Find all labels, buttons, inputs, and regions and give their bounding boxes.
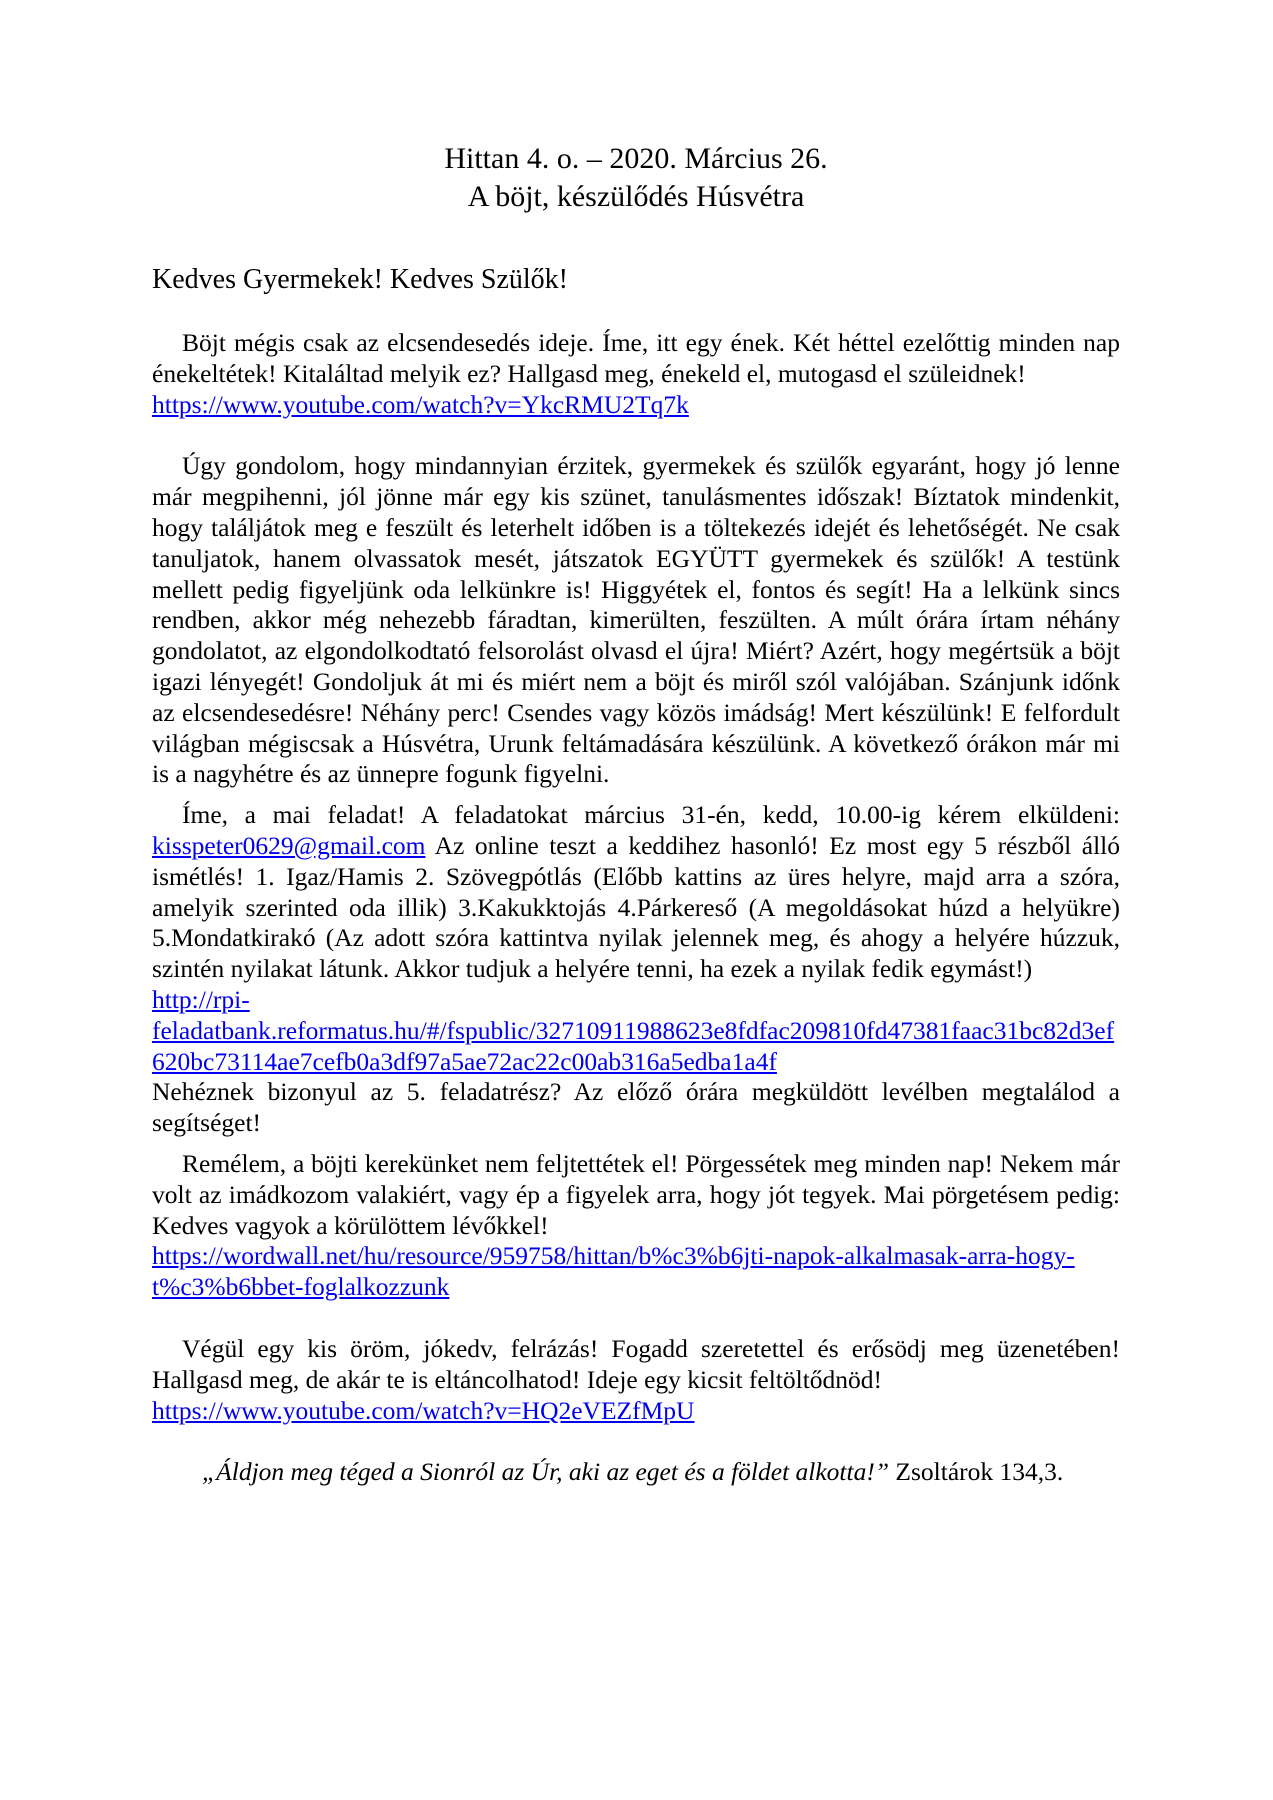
greeting-line: Kedves Gyermekek! Kedves Szülők! [152,264,568,295]
paragraph-3-text [152,800,1120,985]
paragraph-3-help-text: Nehéznek bizonyul az 5. feladatrész? Az előző órára megküldött levélben megtalálod a segítséget! [152,1077,1120,1138]
rpi-link-segment-3: 620bc73114ae7cefb0a3df97a5ae72ac22c00ab316a5edba1a4f [152,1046,777,1076]
task-intro-text: Íme, a mai feladat! A feladatokat március 31-én, kedd, 10.00-ig kérem elküldeni: [182,800,1120,830]
paragraph-block-3 [152,800,1120,1139]
wordwall-wheel-link[interactable] [152,1241,1120,1303]
task-description-text: Az online teszt a keddihez hasonló! Ez most egy 5 részből álló ismétlés! 1. Igaz/Hamis 2. Szövegpótlás (Előbb kattins az üres helyre, majd arra a szóra, amelyik szerinted oda illik) 3.Kakukktojás 4.Párkereső (A megoldásokat húzd a helyükre) 5.Mondatkirakó (Az adott szóra kattintva nyilak jelennek meg, és ahogy a helyére húzzuk, szintén nyilakat látunk. Akkor tudjuk a helyére tenni, ha ezek a nyilak fedik egymást!) [152,830,1120,984]
title-line-2: A böjt, készülődés Húsvétra [467,180,805,213]
wordwall-link-segment-2: t%c3%b6bbet-foglalkozzunk [152,1272,450,1302]
document-title [152,140,1120,216]
paragraph-block-4 [152,1149,1120,1303]
paragraph-block-1 [152,328,1120,420]
paragraph-block-2 [152,451,1120,790]
title-line-1: Hittan 4. o. – 2020. Március 26. [444,142,828,175]
bible-quote [152,1457,1120,1488]
rpi-link-segment-1: http://rpi- [152,984,250,1014]
rpi-feladatbank-link[interactable] [152,985,1120,1077]
paragraph-2-text: Úgy gondolom, hogy mindannyian érzitek, gyermekek és szülők egyaránt, hogy jó lenne már megpihenni, jól jönne már egy kis szünet, tanulásmentes időszak! Bíztatok mindenkit, hogy találjátok meg e feszült és leterhelt időben is a töltekezés idejét és lehetőségét. Ne csak tanuljatok, hanem olvassatok mesét, játszatok EGYÜTT gyermekek és szülők! A testünk mellett pedig figyeljünk oda lelkünkre is! Higgyétek el, fontos és segít! Ha a lelkünk sincs rendben, akkor még nehezebb fáradtan, kimerülten, feszülten. A múlt órára írtam néhány gondolatot, az elgondolkodtató felsorolást olvasd el újra! Miért? Azért, hogy megértsük a böjt igazi lényegét! Gondoljuk át mi és miért nem a böjt és miről szól valójában. Szánjunk időnk az elcsendesedésre! Néhány perc! Csendes vagy közös imádság! Mert készülünk! E felfordult világban mégiscsak a Húsvétra, Urunk feltámadására készülünk. A következő órákon már mi is a nagyhétre és az ünnepre fogunk figyelni. [152,451,1120,789]
youtube-song-link[interactable]: https://www.youtube.com/watch?v=YkcRMU2Tq7k [152,389,689,419]
rpi-link-segment-2: feladatbank.reformatus.hu/#/fspublic/32710911988623e8fdfac209810fd47381faac31bc82d3ef [152,1015,1115,1045]
wordwall-link-segment-1: https://wordwall.net/hu/resource/959758/hittan/b%c3%b6jti-napok-alkalmasak-arra-hogy- [152,1241,1075,1271]
document-page [152,140,1120,1488]
quote-attribution: Zsoltárok 134,3. [889,1457,1064,1487]
paragraph-1-text: Böjt mégis csak az elcsendesedés ideje. Íme, itt egy ének. Két héttel ezelőttig minden nap énekeltétek! Kitaláltad melyik ez? Hallgasd meg, énekeld el, mutogasd el szüleidnek! [152,328,1120,388]
paragraph-4-text: Remélem, a böjti kerekünket nem feljtettétek el! Pörgessétek meg minden nap! Nekem már volt az imádkozom valakiért, vagy ép a figyelek arra, hogy jót tegyek. Mai pörgetésem pedig: Kedves vagyok a körülöttem lévőkkel! [152,1148,1120,1240]
paragraph-5-text: Végül egy kis öröm, jókedv, felrázás! Fogadd szeretettel és erősödj meg üzenetében! Hallgasd meg, de akár te is eltáncolhatod! Ideje egy kicsit feltöltődnöd! [152,1333,1120,1394]
paragraph-block-5 [152,1334,1120,1426]
quote-italic-text: „Áldjon meg téged a Sionról az Úr, aki az eget és a földet alkotta!” [202,1457,890,1487]
youtube-dance-link[interactable]: https://www.youtube.com/watch?v=HQ2eVEZfMpU [152,1395,695,1425]
email-link[interactable]: kisspeter0629@gmail.com [152,830,426,860]
